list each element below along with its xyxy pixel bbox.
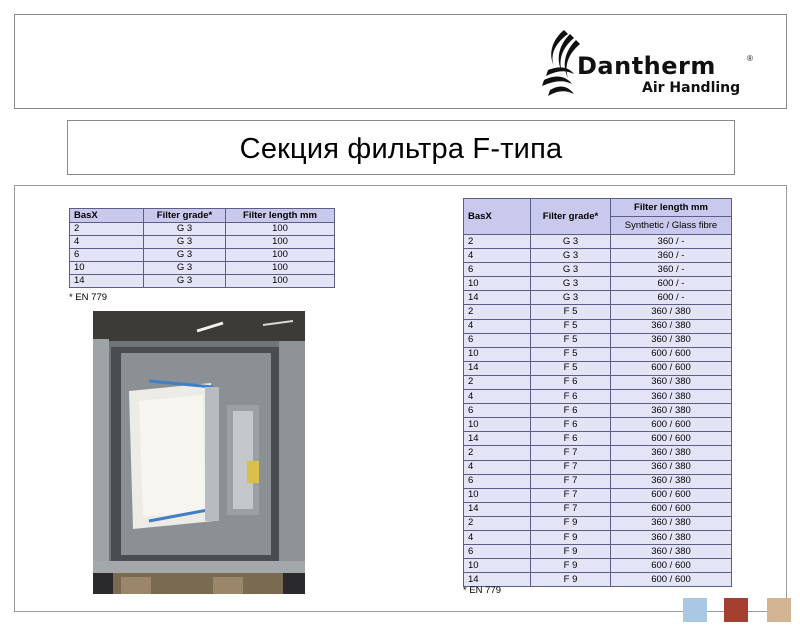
table-row xyxy=(70,249,335,262)
cell-filter-grade: F 9 xyxy=(531,545,611,559)
title-panel xyxy=(67,120,735,175)
cell-basx: 10 xyxy=(464,277,531,291)
cell-filter-length: 600 / - xyxy=(611,277,732,291)
small-filter-table xyxy=(69,208,335,288)
table-row xyxy=(70,275,335,288)
cell-filter-grade: F 6 xyxy=(531,418,611,432)
cell-basx: 6 xyxy=(464,474,531,488)
decor-square-blue xyxy=(683,598,707,622)
cell-filter-length: 360 / 380 xyxy=(611,404,732,418)
cell-filter-length: 100 xyxy=(226,262,335,275)
cell-basx: 2 xyxy=(464,516,531,530)
cell-filter-grade: F 6 xyxy=(531,404,611,418)
cell-filter-length: 600 / 600 xyxy=(611,488,732,502)
cell-filter-grade: G 3 xyxy=(144,223,226,236)
table-header-row xyxy=(464,199,732,217)
cell-basx: 6 xyxy=(464,404,531,418)
cell-basx: 4 xyxy=(464,460,531,474)
table-header-row xyxy=(70,209,335,223)
cell-filter-grade: F 7 xyxy=(531,474,611,488)
cell-filter-length: 600 / 600 xyxy=(611,361,732,375)
cell-filter-grade: F 7 xyxy=(531,446,611,460)
table-row xyxy=(464,530,732,544)
cell-filter-grade: G 3 xyxy=(144,262,226,275)
cell-filter-length: 360 / 380 xyxy=(611,319,732,333)
table-row xyxy=(464,460,732,474)
table-row xyxy=(70,236,335,249)
cell-filter-grade: G 3 xyxy=(531,277,611,291)
column-header-filter-grade: Filter grade* xyxy=(144,209,226,223)
table-row xyxy=(464,474,732,488)
cell-filter-length: 360 / 380 xyxy=(611,545,732,559)
filter-section-photo xyxy=(93,311,305,594)
cell-basx: 4 xyxy=(464,530,531,544)
cell-filter-grade: F 5 xyxy=(531,361,611,375)
logo-wordmark: Dantherm xyxy=(577,52,716,80)
table-row xyxy=(464,333,732,347)
cell-filter-grade: G 3 xyxy=(531,249,611,263)
table-row xyxy=(464,235,732,249)
cell-filter-length: 360 / 380 xyxy=(611,390,732,404)
cell-filter-grade: F 9 xyxy=(531,516,611,530)
table-row xyxy=(464,263,732,277)
cell-filter-grade: F 7 xyxy=(531,488,611,502)
cell-basx: 14 xyxy=(464,291,531,305)
cell-filter-length: 360 / 380 xyxy=(611,375,732,389)
cell-filter-length: 600 / - xyxy=(611,291,732,305)
cell-filter-length: 360 / 380 xyxy=(611,305,732,319)
cell-basx: 2 xyxy=(70,223,144,236)
cell-filter-grade: F 9 xyxy=(531,559,611,573)
table-row xyxy=(464,361,732,375)
cell-filter-grade: F 9 xyxy=(531,573,611,587)
table-row xyxy=(464,404,732,418)
column-header-basx: BasX xyxy=(70,209,144,223)
cell-basx: 10 xyxy=(464,488,531,502)
table-row xyxy=(464,305,732,319)
cell-filter-grade: G 3 xyxy=(531,235,611,249)
table-row xyxy=(464,545,732,559)
column-header-filter-grade: Filter grade* xyxy=(531,199,611,235)
cell-filter-grade: G 3 xyxy=(144,249,226,262)
cell-filter-grade: F 6 xyxy=(531,432,611,446)
table-row xyxy=(464,432,732,446)
cell-filter-grade: F 5 xyxy=(531,305,611,319)
cell-filter-length: 600 / 600 xyxy=(611,432,732,446)
cell-basx: 2 xyxy=(464,446,531,460)
cell-filter-grade: F 7 xyxy=(531,460,611,474)
cell-basx: 10 xyxy=(464,347,531,361)
cell-basx: 6 xyxy=(464,545,531,559)
cell-filter-length: 360 / - xyxy=(611,235,732,249)
cell-filter-grade: G 3 xyxy=(144,275,226,288)
cell-filter-grade: F 6 xyxy=(531,390,611,404)
cell-filter-grade: F 9 xyxy=(531,530,611,544)
cell-basx: 2 xyxy=(464,305,531,319)
column-header-filter-length: Filter length mm xyxy=(611,199,732,217)
cell-filter-grade: G 3 xyxy=(531,291,611,305)
cell-filter-length: 600 / 600 xyxy=(611,502,732,516)
table-row xyxy=(464,488,732,502)
table-row xyxy=(464,390,732,404)
table-row xyxy=(70,262,335,275)
cell-filter-grade: G 3 xyxy=(144,236,226,249)
cell-filter-grade: F 5 xyxy=(531,347,611,361)
column-subheader-material: Synthetic / Glass fibre xyxy=(611,217,732,235)
table-row xyxy=(464,559,732,573)
cell-basx: 10 xyxy=(464,559,531,573)
table-row xyxy=(464,446,732,460)
cell-filter-length: 600 / 600 xyxy=(611,559,732,573)
cell-filter-grade: F 5 xyxy=(531,319,611,333)
cell-filter-length: 360 / 380 xyxy=(611,333,732,347)
cell-basx: 4 xyxy=(464,319,531,333)
cell-filter-length: 600 / 600 xyxy=(611,347,732,361)
cell-filter-length: 100 xyxy=(226,223,335,236)
cell-basx: 4 xyxy=(70,236,144,249)
cell-basx: 14 xyxy=(70,275,144,288)
small-table-footnote: * EN 779 xyxy=(69,292,108,303)
table-row xyxy=(464,291,732,305)
decor-square-tan xyxy=(767,598,791,622)
cell-filter-length: 100 xyxy=(226,275,335,288)
cell-basx: 4 xyxy=(464,390,531,404)
table-row xyxy=(464,516,732,530)
large-table-footnote: * EN 779 xyxy=(463,585,502,596)
table-row xyxy=(464,347,732,361)
cell-filter-length: 600 / 600 xyxy=(611,573,732,587)
cell-filter-length: 360 / - xyxy=(611,263,732,277)
cell-filter-length: 600 / 600 xyxy=(611,418,732,432)
cell-basx: 10 xyxy=(464,418,531,432)
table-row xyxy=(464,319,732,333)
cell-basx: 4 xyxy=(464,249,531,263)
cell-filter-grade: F 5 xyxy=(531,333,611,347)
cell-filter-grade: F 6 xyxy=(531,375,611,389)
decor-square-red xyxy=(724,598,748,622)
cell-filter-length: 100 xyxy=(226,249,335,262)
cell-basx: 14 xyxy=(464,573,531,587)
cell-filter-length: 360 / 380 xyxy=(611,460,732,474)
page-title: Секция фильтра F-типа xyxy=(239,133,563,165)
cell-filter-grade: G 3 xyxy=(531,263,611,277)
cell-filter-length: 360 / 380 xyxy=(611,474,732,488)
cell-basx: 6 xyxy=(70,249,144,262)
cell-filter-length: 360 / - xyxy=(611,249,732,263)
cell-basx: 14 xyxy=(464,432,531,446)
cell-basx: 6 xyxy=(464,263,531,277)
table-row xyxy=(70,223,335,236)
table-row xyxy=(464,375,732,389)
column-header-filter-length: Filter length mm xyxy=(226,209,335,223)
table-row xyxy=(464,277,732,291)
table-row xyxy=(464,418,732,432)
cell-basx: 2 xyxy=(464,235,531,249)
cell-basx: 14 xyxy=(464,361,531,375)
logo-registered-mark: ® xyxy=(747,54,753,63)
cell-basx: 2 xyxy=(464,375,531,389)
cell-filter-length: 360 / 380 xyxy=(611,446,732,460)
table-row xyxy=(464,573,732,587)
large-filter-table xyxy=(463,198,732,587)
cell-basx: 6 xyxy=(464,333,531,347)
cell-filter-grade: F 7 xyxy=(531,502,611,516)
table-row xyxy=(464,502,732,516)
cell-filter-length: 360 / 380 xyxy=(611,530,732,544)
cell-filter-length: 360 / 380 xyxy=(611,516,732,530)
cell-basx: 10 xyxy=(70,262,144,275)
column-header-basx: BasX xyxy=(464,199,531,235)
cell-basx: 14 xyxy=(464,502,531,516)
logo-subtitle: Air Handling xyxy=(642,80,741,96)
table-row xyxy=(464,249,732,263)
cell-filter-length: 100 xyxy=(226,236,335,249)
